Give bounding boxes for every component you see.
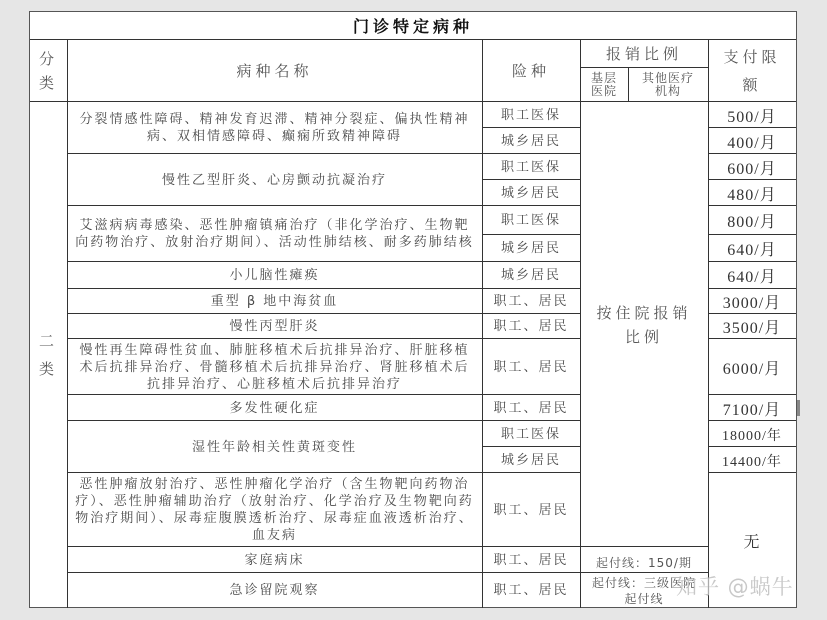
insurance-cell: 城乡居民: [500, 133, 561, 149]
resize-handle: [797, 400, 800, 416]
header-category: 分类: [39, 50, 59, 92]
insurance-cell: 城乡居民: [500, 241, 561, 256]
limit-cell: 3500/月: [722, 320, 782, 337]
disease-row-5: 重型 β 地中海贫血: [210, 294, 339, 309]
header-insurance-type: 险种: [511, 61, 550, 80]
insurance-cell: 职工、居民: [493, 359, 569, 375]
disease-row-1: 分裂情感性障碍、精神发育迟滞、精神分裂症、偏执性精神病、双相情感障碍、癫痫所致精神障碍: [79, 112, 470, 144]
limit-none: 无: [743, 534, 761, 551]
limit-cell: 500/月: [727, 108, 777, 126]
limit-cell: 640/月: [727, 242, 777, 259]
disease-row-3: 艾滋病病毒感染、恶性肿瘤镇痛治疗（非化学治疗、生物靶向药物治疗、放射治疗期间）、活动性肺结核、耐多药肺结核: [75, 218, 474, 250]
watermark: 知乎 @蜗牛: [676, 575, 794, 599]
insurance-cell: 职工医保: [500, 213, 561, 228]
insurance-cell: 职工、居民: [493, 502, 569, 518]
disease-row-8: 多发性硬化症: [229, 400, 320, 416]
insurance-cell: 城乡居民: [500, 268, 561, 283]
disease-row-9: 湿性年龄相关性黄斑变性: [191, 439, 357, 455]
insurance-cell: 职工医保: [500, 426, 561, 442]
disease-row-2: 慢性乙型肝炎、心房颤动抗凝治疗: [161, 172, 387, 188]
insurance-cell: 职工医保: [500, 159, 561, 175]
insurance-cell: 职工、居民: [493, 552, 569, 568]
category-label: 二类: [39, 332, 59, 378]
insurance-cell: 职工、居民: [493, 583, 569, 598]
disease-row-6: 慢性丙型肝炎: [229, 319, 320, 334]
header-other-institutions: 其他医疗机构: [641, 71, 694, 98]
special-disease-table: [29, 11, 797, 608]
limit-cell: 480/月: [727, 186, 777, 204]
insurance-cell: 城乡居民: [500, 452, 561, 468]
limit-cell: 3000/月: [722, 295, 782, 312]
limit-cell: 800/月: [727, 214, 777, 231]
insurance-cell: 职工医保: [500, 107, 561, 123]
disease-row-10: 恶性肿瘤放射治疗、恶性肿瘤化学治疗（含生物靶向药物治疗）、恶性肿瘤辅助治疗（放射治疗、化学治疗及生物靶向药物治疗期间）、尿毒症腹膜透析治疗、尿毒症血液透析治疗、血友病: [75, 477, 474, 543]
limit-cell: 6000/月: [722, 360, 782, 378]
limit-cell: 18000/年: [722, 428, 782, 444]
shared-reimbursement-ratio: 按住院报销比例: [596, 303, 692, 346]
table-title: 门诊特定病种: [352, 16, 473, 36]
limit-cell: 640/月: [727, 269, 777, 286]
insurance-cell: 城乡居民: [500, 185, 561, 201]
insurance-cell: 职工、居民: [493, 319, 569, 334]
insurance-cell: 职工、居民: [493, 400, 569, 416]
limit-cell: 7100/月: [722, 401, 782, 419]
limit-cell: 400/月: [727, 134, 777, 152]
disease-row-11: 家庭病床: [244, 552, 305, 568]
ratio-emergency-observation: 起付线：三级医院起付线: [591, 575, 696, 606]
header-primary-hospital: 基层医院: [590, 71, 617, 98]
insurance-cell: 职工、居民: [493, 294, 569, 309]
header-payment-limit: 支付限额: [723, 48, 781, 94]
disease-row-7: 慢性再生障碍性贫血、肺脏移植术后抗排异治疗、肝脏移植术后抗排异治疗、骨髓移植术后抗排异治疗、肾脏移植术后抗排异治疗、心脏移植术后抗排异治疗: [79, 342, 470, 392]
header-disease-name: 病种名称: [236, 61, 313, 80]
disease-row-4: 小儿脑性瘫痪: [229, 268, 320, 283]
limit-cell: 14400/年: [722, 454, 782, 470]
limit-cell: 600/月: [727, 160, 777, 178]
header-reimbursement-ratio: 报销比例: [605, 44, 682, 63]
ratio-family-bed: 起付线：150/期: [596, 555, 692, 570]
disease-row-12: 急诊留院观察: [229, 583, 320, 598]
